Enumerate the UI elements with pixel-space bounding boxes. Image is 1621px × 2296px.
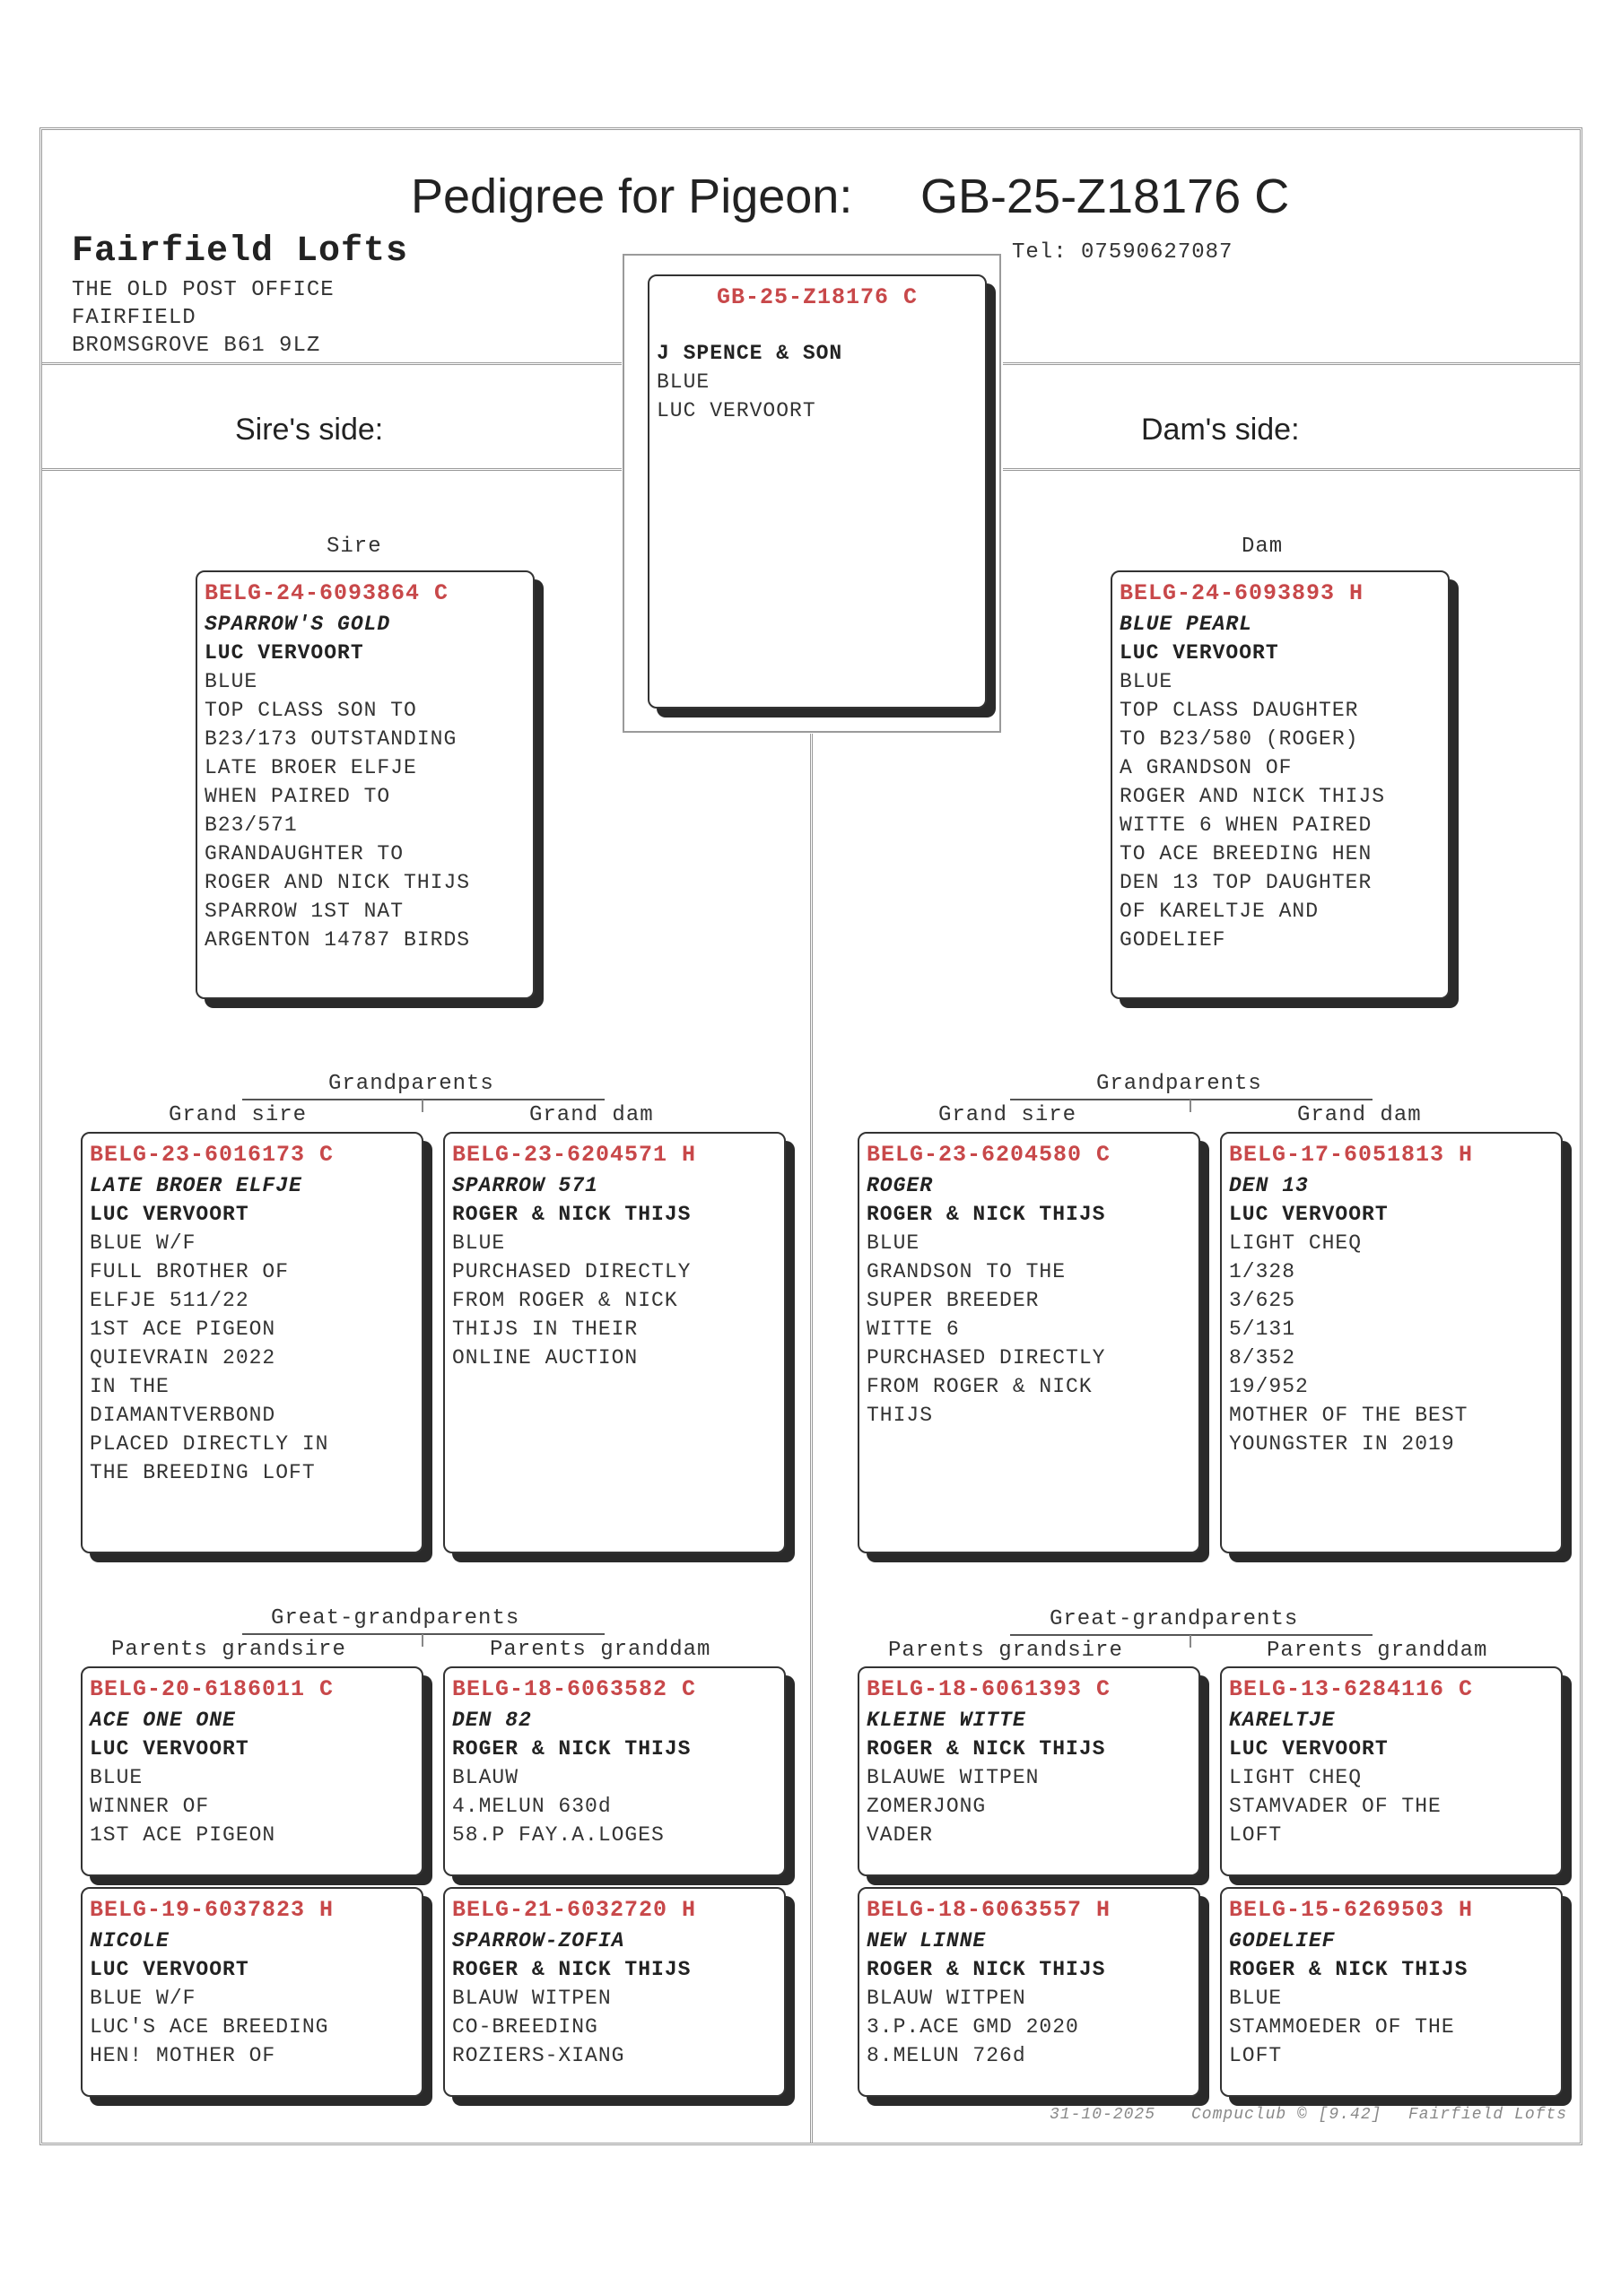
footer-date: 31-10-2025: [1050, 2106, 1156, 2124]
gg-card-5: [81, 1887, 423, 2097]
dam-card: [1111, 570, 1450, 999]
gg2-breeder: ROGER & NICK THIJS: [452, 1737, 692, 1761]
parents-grandsire-label-right: Parents grandsire: [888, 1639, 1123, 1663]
great-grandparents-underline-right: [1010, 1634, 1373, 1636]
gg7-breeder: ROGER & NICK THIJS: [867, 1958, 1106, 1981]
sgs-line-4: 1ST ACE PIGEON: [90, 1318, 276, 1341]
footer-software: Compuclub © [9.42]: [1191, 2106, 1382, 2124]
dgd-breeder: LUC VERVOORT: [1229, 1203, 1389, 1226]
gg1-ring: BELG-20-6186011 C: [90, 1676, 335, 1702]
gg1-line-2: WINNER OF: [90, 1795, 210, 1818]
sgs-line-7: DIAMANTVERBOND: [90, 1404, 276, 1427]
sgs-line-1: BLUE W/F: [90, 1231, 196, 1255]
dgs-line-1: BLUE: [867, 1231, 920, 1255]
gg3-breeder: ROGER & NICK THIJS: [867, 1737, 1106, 1761]
gg5-line-3: HEN! MOTHER OF: [90, 2044, 276, 2067]
sire-line-2: TOP CLASS SON TO: [205, 699, 417, 722]
dgs-name: ROGER: [867, 1174, 934, 1197]
sides-divider-left: [42, 468, 622, 471]
sire-line-3: B23/173 OUTSTANDING: [205, 727, 458, 751]
grandparents-underline-left: [242, 1099, 605, 1100]
dgd-line-5: 8/352: [1229, 1346, 1296, 1370]
dgs-line-3: SUPER BREEDER: [867, 1289, 1040, 1312]
dam-breeder: LUC VERVOORT: [1120, 641, 1279, 665]
gg3-line-3: VADER: [867, 1823, 934, 1847]
grandparents-underline-right: [1010, 1099, 1373, 1100]
gg4-line-1: LIGHT CHEQ: [1229, 1766, 1363, 1789]
gg7-ring: BELG-18-6063557 H: [867, 1897, 1111, 1923]
footer-loft: Fairfield Lofts: [1408, 2106, 1568, 2124]
sire-line-9: SPARROW 1ST NAT: [205, 900, 405, 923]
gg6-ring: BELG-21-6032720 H: [452, 1897, 697, 1923]
gg8-line-2: STAMMOEDER OF THE: [1229, 2015, 1455, 2039]
dam-grand-dam-card: [1220, 1132, 1563, 1553]
sire-line-4: LATE BROER ELFJE: [205, 756, 417, 779]
sgd-breeder: ROGER & NICK THIJS: [452, 1203, 692, 1226]
sgs-line-9: THE BREEDING LOFT: [90, 1461, 316, 1484]
gg2-name: DEN 82: [452, 1709, 532, 1732]
dgs-line-5: PURCHASED DIRECTLY: [867, 1346, 1106, 1370]
sgs-line-8: PLACED DIRECTLY IN: [90, 1432, 329, 1456]
gg3-name: KLEINE WITTE: [867, 1709, 1026, 1732]
sire-label: Sire: [327, 535, 382, 559]
dam-line-5: ROGER AND NICK THIJS: [1120, 785, 1386, 808]
gg8-line-3: LOFT: [1229, 2044, 1283, 2067]
telephone: Tel: 07590627087: [1012, 240, 1233, 265]
dam-ring: BELG-24-6093893 H: [1120, 580, 1364, 606]
dam-line-2: TOP CLASS DAUGHTER: [1120, 699, 1359, 722]
gg3-ring: BELG-18-6061393 C: [867, 1676, 1111, 1702]
gg7-line-1: BLAUW WITPEN: [867, 1987, 1026, 2010]
grand-dam-label-right: Grand dam: [1297, 1103, 1422, 1127]
sgs-name: LATE BROER ELFJE: [90, 1174, 302, 1197]
grand-sire-label-right: Grand sire: [938, 1103, 1077, 1127]
grandparents-label-left: Grandparents: [328, 1072, 494, 1096]
gg-card-1: [81, 1666, 423, 1876]
sgs-line-3: ELFJE 511/22: [90, 1289, 249, 1312]
gg7-line-3: 8.MELUN 726d: [867, 2044, 1026, 2067]
sgs-line-6: IN THE: [90, 1375, 170, 1398]
gg-card-7: [858, 1887, 1200, 2097]
gg-card-8: [1220, 1887, 1563, 2097]
gg8-ring: BELG-15-6269503 H: [1229, 1897, 1474, 1923]
sire-line-8: ROGER AND NICK THIJS: [205, 871, 471, 894]
gg7-name: NEW LINNE: [867, 1929, 987, 1952]
subject-card: [648, 274, 987, 709]
gg2-line-2: 4.MELUN 630d: [452, 1795, 612, 1818]
gg6-line-3: ROZIERS-XIANG: [452, 2044, 625, 2067]
dam-line-1: BLUE: [1120, 670, 1173, 693]
dam-line-9: OF KARELTJE AND: [1120, 900, 1320, 923]
dam-name: BLUE PEARL: [1120, 613, 1253, 636]
dgd-line-3: 3/625: [1229, 1289, 1296, 1312]
dgd-line-2: 1/328: [1229, 1260, 1296, 1283]
gg5-line-1: BLUE W/F: [90, 1987, 196, 2010]
grand-sire-label-left: Grand sire: [169, 1103, 308, 1127]
sire-line-7: GRANDAUGHTER TO: [205, 842, 405, 865]
header-divider-left: [42, 362, 622, 365]
dgs-line-2: GRANDSON TO THE: [867, 1260, 1067, 1283]
great-grandparents-tick-right: [1190, 1635, 1191, 1648]
gg4-line-2: STAMVADER OF THE: [1229, 1795, 1442, 1818]
sgd-line-1: BLUE: [452, 1231, 506, 1255]
subject-line-2: LUC VERVOORT: [657, 399, 816, 422]
dgd-name: DEN 13: [1229, 1174, 1309, 1197]
dgd-line-7: MOTHER OF THE BEST: [1229, 1404, 1468, 1427]
sire-line-5: WHEN PAIRED TO: [205, 785, 391, 808]
grandparents-tick-left: [422, 1100, 423, 1112]
sgd-line-2: PURCHASED DIRECTLY: [452, 1260, 692, 1283]
gg7-line-2: 3.P.ACE GMD 2020: [867, 2015, 1079, 2039]
dgd-line-4: 5/131: [1229, 1318, 1296, 1341]
page-title-label: Pedigree for Pigeon:: [411, 170, 853, 223]
page-title-ring: GB-25-Z18176 C: [920, 170, 1290, 223]
gg1-name: ACE ONE ONE: [90, 1709, 236, 1732]
gg5-breeder: LUC VERVOORT: [90, 1958, 249, 1981]
great-grandparents-tick-left: [422, 1634, 423, 1647]
gg3-line-1: BLAUWE WITPEN: [867, 1766, 1040, 1789]
gg2-ring: BELG-18-6063582 C: [452, 1676, 697, 1702]
sides-divider-right: [1003, 468, 1580, 471]
sire-line-1: BLUE: [205, 670, 258, 693]
gg8-name: GODELIEF: [1229, 1929, 1336, 1952]
sgd-ring: BELG-23-6204571 H: [452, 1142, 697, 1168]
dgs-line-7: THIJS: [867, 1404, 934, 1427]
address-line-1: THE OLD POST OFFICE: [72, 278, 335, 302]
sire-name: SPARROW'S GOLD: [205, 613, 391, 636]
sgs-ring: BELG-23-6016173 C: [90, 1142, 335, 1168]
parents-granddam-label-left: Parents granddam: [490, 1638, 711, 1662]
subject-breeder: J SPENCE & SON: [657, 342, 843, 365]
dam-line-7: TO ACE BREEDING HEN: [1120, 842, 1373, 865]
gg1-line-1: BLUE: [90, 1766, 144, 1789]
dgd-ring: BELG-17-6051813 H: [1229, 1142, 1474, 1168]
grandparents-label-right: Grandparents: [1096, 1072, 1262, 1096]
dam-label: Dam: [1242, 535, 1284, 559]
sgs-line-2: FULL BROTHER OF: [90, 1260, 290, 1283]
sire-breeder: LUC VERVOORT: [205, 641, 364, 665]
dgs-line-4: WITTE 6: [867, 1318, 960, 1341]
great-grandparents-underline-left: [242, 1633, 605, 1635]
dgs-ring: BELG-23-6204580 C: [867, 1142, 1111, 1168]
grandparents-tick-right: [1190, 1100, 1191, 1112]
gg-card-2: [443, 1666, 786, 1876]
sire-side-title: Sire's side:: [235, 413, 384, 447]
gg4-breeder: LUC VERVOORT: [1229, 1737, 1389, 1761]
gg6-name: SPARROW-ZOFIA: [452, 1929, 625, 1952]
gg2-line-1: BLAUW: [452, 1766, 519, 1789]
dam-line-6: WITTE 6 WHEN PAIRED: [1120, 813, 1373, 837]
sire-grand-dam-card: [443, 1132, 786, 1553]
loft-name: Fairfield Lofts: [72, 231, 409, 272]
great-grandparents-label-left: Great-grandparents: [271, 1606, 520, 1631]
gg5-ring: BELG-19-6037823 H: [90, 1897, 335, 1923]
sgd-line-5: ONLINE AUCTION: [452, 1346, 639, 1370]
gg1-breeder: LUC VERVOORT: [90, 1737, 249, 1761]
center-divider: [810, 734, 813, 2144]
gg2-line-3: 58.P FAY.A.LOGES: [452, 1823, 665, 1847]
parents-granddam-label-right: Parents granddam: [1267, 1639, 1488, 1663]
dam-line-10: GODELIEF: [1120, 928, 1226, 952]
gg1-line-3: 1ST ACE PIGEON: [90, 1823, 276, 1847]
gg4-name: KARELTJE: [1229, 1709, 1336, 1732]
dam-line-4: A GRANDSON OF: [1120, 756, 1293, 779]
gg4-line-3: LOFT: [1229, 1823, 1283, 1847]
gg8-breeder: ROGER & NICK THIJS: [1229, 1958, 1468, 1981]
sgs-breeder: LUC VERVOORT: [90, 1203, 249, 1226]
gg6-line-2: CO-BREEDING: [452, 2015, 598, 2039]
great-grandparents-label-right: Great-grandparents: [1050, 1607, 1299, 1631]
sire-line-6: B23/571: [205, 813, 298, 837]
subject-ring: GB-25-Z18176 C: [716, 284, 919, 310]
sire-line-10: ARGENTON 14787 BIRDS: [205, 928, 471, 952]
sgd-line-4: THIJS IN THEIR: [452, 1318, 639, 1341]
gg-card-4: [1220, 1666, 1563, 1876]
gg5-line-2: LUC'S ACE BREEDING: [90, 2015, 329, 2039]
gg3-line-2: ZOMERJONG: [867, 1795, 987, 1818]
gg8-line-1: BLUE: [1229, 1987, 1283, 2010]
gg4-ring: BELG-13-6284116 C: [1229, 1676, 1474, 1702]
sgd-line-3: FROM ROGER & NICK: [452, 1289, 678, 1312]
dgs-line-6: FROM ROGER & NICK: [867, 1375, 1093, 1398]
sire-ring: BELG-24-6093864 C: [205, 580, 449, 606]
subject-line-1: BLUE: [657, 370, 710, 394]
sgs-line-5: QUIEVRAIN 2022: [90, 1346, 276, 1370]
gg6-breeder: ROGER & NICK THIJS: [452, 1958, 692, 1981]
gg-card-6: [443, 1887, 786, 2097]
dam-line-8: DEN 13 TOP DAUGHTER: [1120, 871, 1373, 894]
sire-grand-sire-card: [81, 1132, 423, 1553]
dam-side-title: Dam's side:: [1141, 413, 1300, 447]
dgd-line-6: 19/952: [1229, 1375, 1309, 1398]
dgd-line-8: YOUNGSTER IN 2019: [1229, 1432, 1455, 1456]
dam-line-3: TO B23/580 (ROGER): [1120, 727, 1359, 751]
gg-card-3: [858, 1666, 1200, 1876]
sire-card: [196, 570, 535, 999]
gg5-name: NICOLE: [90, 1929, 170, 1952]
header-divider-right: [1003, 362, 1580, 365]
gg6-line-1: BLAUW WITPEN: [452, 1987, 612, 2010]
dgs-breeder: ROGER & NICK THIJS: [867, 1203, 1106, 1226]
dgd-line-1: LIGHT CHEQ: [1229, 1231, 1363, 1255]
address-line-2: FAIRFIELD: [72, 306, 196, 330]
parents-grandsire-label-left: Parents grandsire: [111, 1638, 346, 1662]
address-line-3: BROMSGROVE B61 9LZ: [72, 334, 321, 358]
grand-dam-label-left: Grand dam: [529, 1103, 654, 1127]
dam-grand-sire-card: [858, 1132, 1200, 1553]
sgd-name: SPARROW 571: [452, 1174, 598, 1197]
